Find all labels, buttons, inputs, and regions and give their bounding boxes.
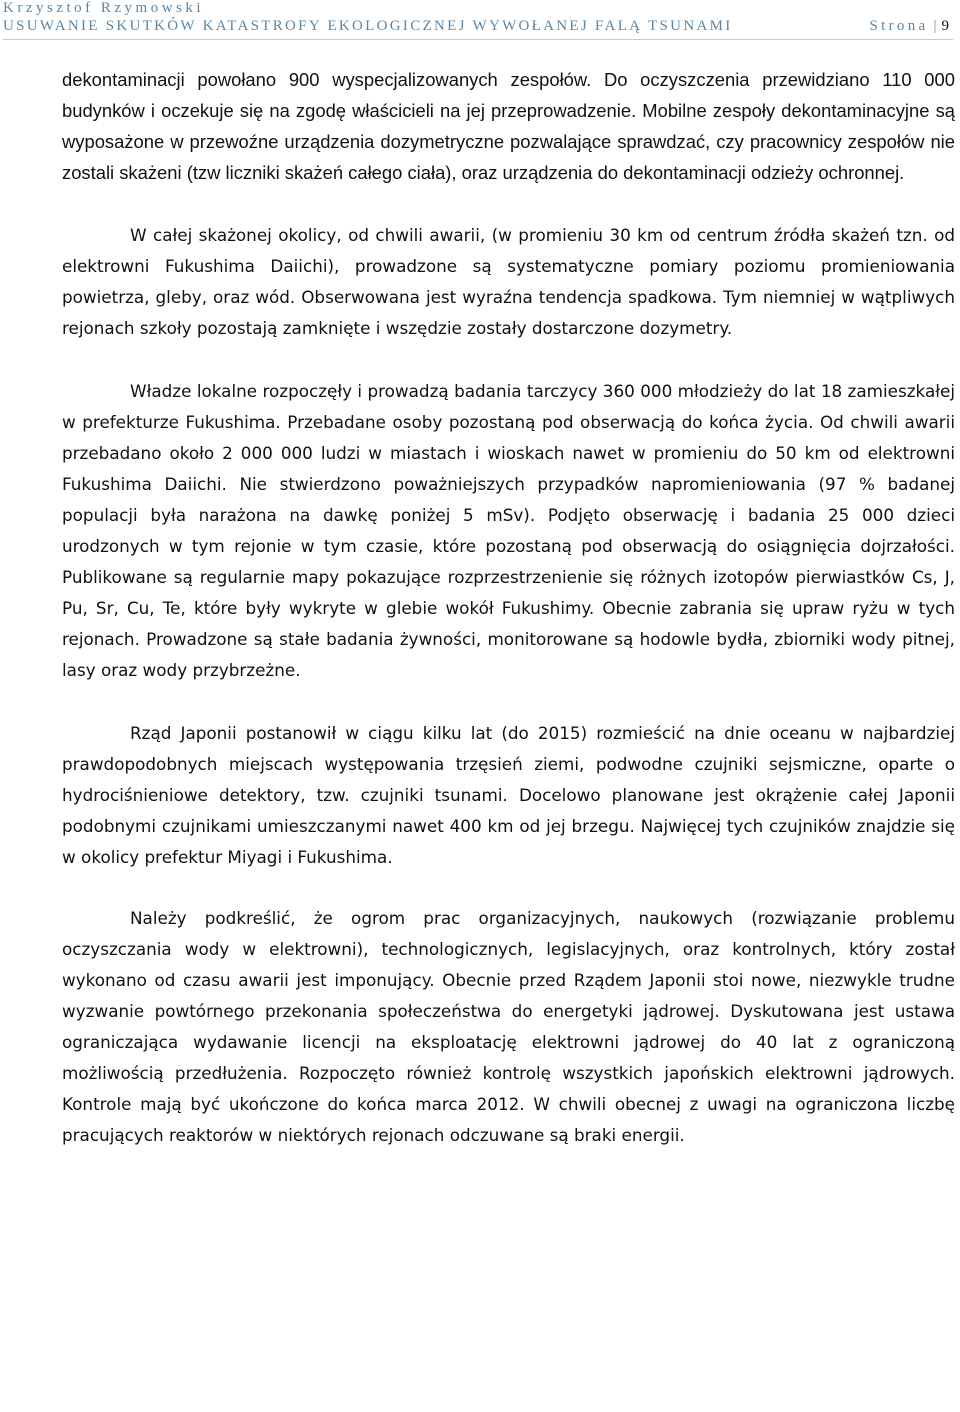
page-separator: | — [933, 18, 937, 34]
header-title: USUWANIE SKUTKÓW KATASTROFY EKOLOGICZNEJ WYWOŁANEJ FALĄ TSUNAMI — [3, 18, 733, 34]
paragraph-conclusion: Należy podkreślić, że ogrom prac organizacyjnych, naukowych (rozwiązanie problemu oczyszczania wody w elektrowni), technologicznych, legislacyjnych, oraz kontrolnych, który został wykonano od czasu awarii jest imponujący. Obecnie przed Rządem Japonii stoi nowe, niezwykle trudne wyzwanie powtórnego przekonania społeczeństwa do energetyki jądrowej. Dyskutowana jest ustawa ograniczająca wydawanie licencji na eksploatację elektrowni jądrowej do 40 lat z ograniczoną możliwością przedłużenia. Rozpoczęto również kontrolę wszystkich japońskich elektrowni jądrowych. Kontrole mają być ukończone do końca marca 2012. W chwili obecnej z uwagi na ograniczona liczbę pracujących reaktorów w niektórych rejonach odczuwane są braki energii. — [62, 908, 955, 1145]
paragraph-decontamination: dekontaminacji powołano 900 wyspecjalizowanych zespołów. Do oczyszczenia przewidziano 110 000 budynków i oczekuje się na zgodę właścicieli na jej przeprowadzenie. Mobilne zespoły dekontaminacyjne są wyposażone w przewoźne urządzenia dozymetryczne pozwalające sprawdzać, czy pracownicy zespołów nie zostali skażeni (tzw liczniki skażeń całego ciała), oraz urządzenia do dekontaminacji odzieży ochronnej. — [62, 69, 955, 183]
header-title-row — [3, 17, 953, 40]
header-page-indicator — [870, 18, 949, 35]
paragraph-radiation-measurements: W całej skażonej okolicy, od chwili awarii, (w promieniu 30 km od centrum źródła skażeń tzn. od elektrowni Fukushima Daiichi), prowadzone są systematyczne pomiary poziomu promieniowania powietrza, gleby, oraz wód. Obserwowana jest wyraźna tendencja spadkowa. Tym niemniej w wątpliwych rejonach szkoły pozostają zamknięte i wszędzie zostały dostarczone dozymetry. — [62, 225, 955, 338]
page-number: 9 — [941, 18, 949, 34]
header-author: Krzysztof Rzymowski — [3, 0, 205, 16]
paragraph-thyroid-examinations: Władze lokalne rozpoczęły i prowadzą badania tarczycy 360 000 młodzieży do lat 18 zamieszkałej w prefekturze Fukushima. Przebadane osoby pozostaną pod obserwacją do końca życia. Od chwili awarii przebadano około 2 000 000 ludzi w miastach i wioskach nawet w promieniu do 50 km od elektrowni Fukushima Daiichi. Nie stwierdzono poważniejszych przypadków napromieniowania (97 % badanej populacji była narażona na dawkę poniżej 5 mSv). Podjęto obserwację i badania 25 000 dzieci urodzonych w tym rejonie w tym czasie, które pozostaną pod obserwacją do osiągnięcia dojrzałości. Publikowane są regularnie mapy pokazujące rozprzestrzenienie się różnych izotopów pierwiastków Cs, J, Pu, Sr, Cu, Te, które były wykryte w glebie wokół Fukushimy. Obecnie zabrania się upraw ryżu w tych rejonach. Prowadzone są stałe badania żywności, monitorowane są hodowle bydła, zbiorniki wody pitnej, lasy oraz wody przybrzeżne. — [62, 381, 955, 680]
page-header — [3, 0, 953, 40]
page-label: Strona — [869, 18, 929, 34]
document-body — [62, 64, 955, 1151]
paragraph-tsunami-sensors: Rząd Japonii postanowił w ciągu kilku lat (do 2015) rozmieścić na dnie oceanu w najbardziej prawdopodobnych miejscach występowania trzęsień ziemi, podwodne czujniki sejsmiczne, oparte o hydrociśnieniowe detektory, tzw. czujniki tsunami. Docelowo planowane jest okrążenie całej Japonii podobnymi czujnikami umieszczanymi nawet 400 km od jej brzegu. Najwięcej tych czujników znajdzie się w okolicy prefektur Miyagi i Fukushima. — [62, 723, 955, 867]
